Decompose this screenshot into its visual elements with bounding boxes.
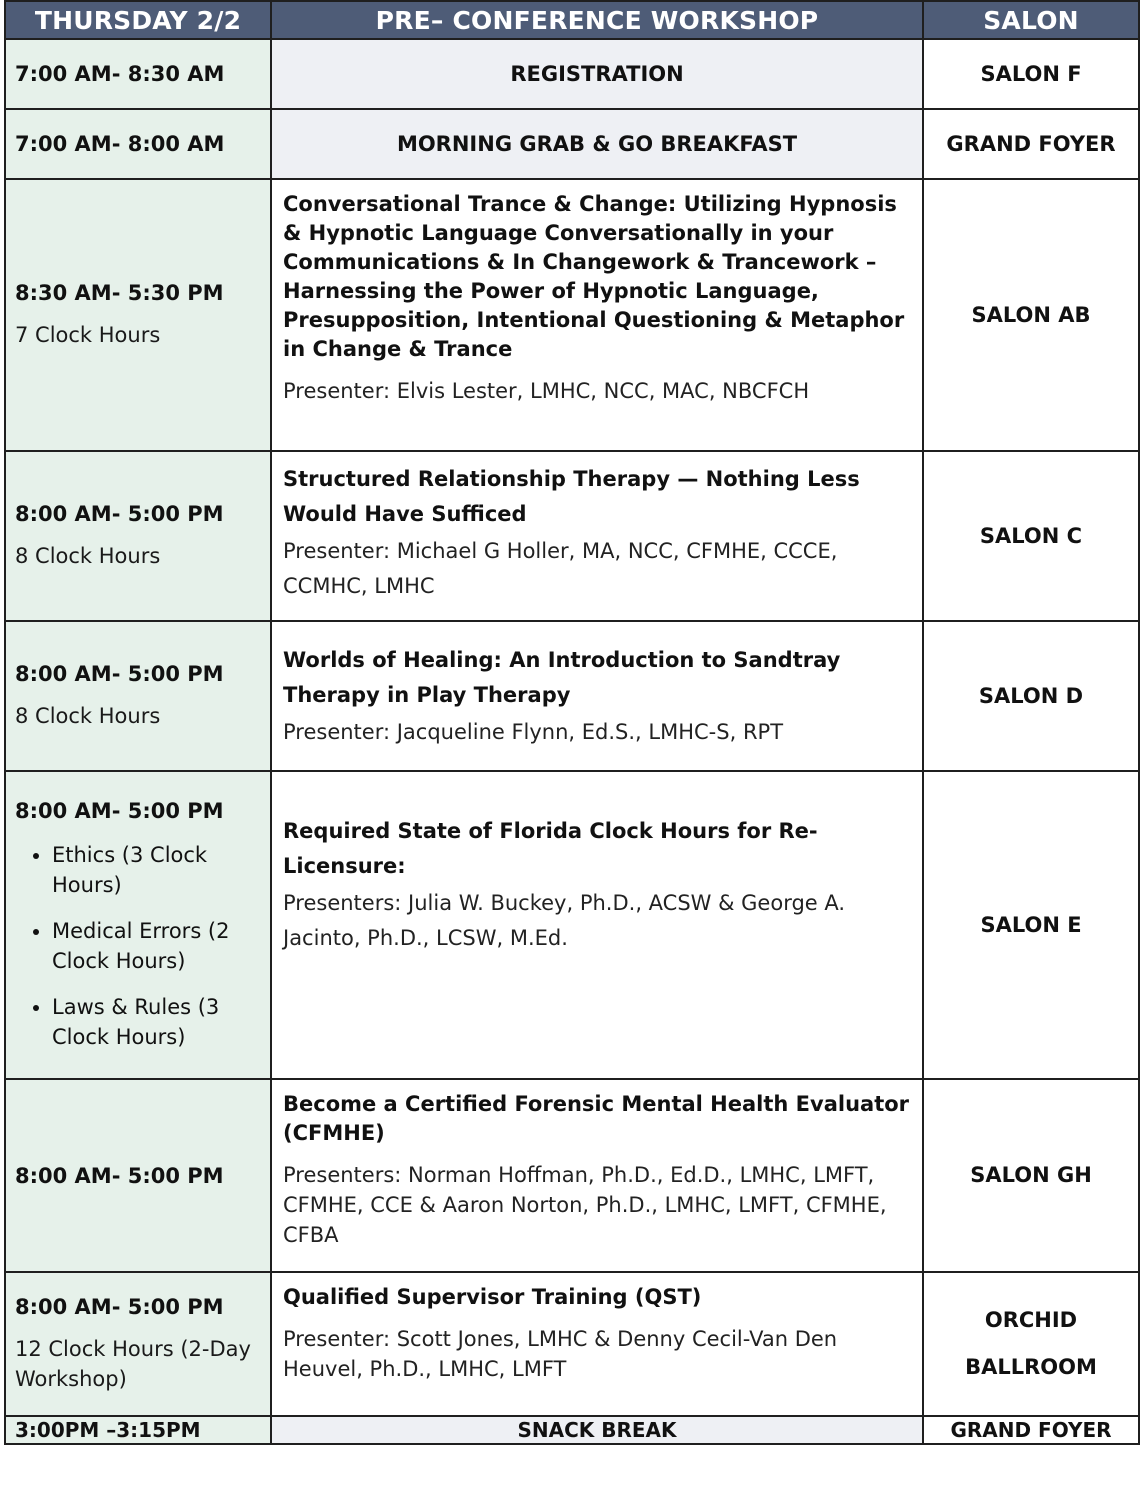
time-cell [5,179,271,451]
event-cell: MORNING GRAB & GO BREAKFAST [271,109,923,179]
event-cell: SNACK BREAK [271,1416,923,1444]
room-cell: ORCHID BALLROOM [923,1272,1139,1416]
table-row [5,179,1139,451]
clock-hours: 12 Clock Hours (2-Day Workshop) [15,1337,251,1391]
clock-hours: 7 Clock Hours [15,323,161,347]
table-row [5,451,1139,621]
time-text: 7:00 AM- 8:30 AM [15,62,225,86]
time-cell [5,1272,271,1416]
header-title: PRE– CONFERENCE WORKSHOP [271,1,923,39]
session-presenter: Presenter: Scott Jones, LMHC & Denny Cecil-Van Den Heuvel, Ph.D., LMHC, LMFT [283,1327,838,1381]
list-item: • Ethics (3 Clock Hours) [52,840,264,900]
room-cell: GRAND FOYER [923,109,1139,179]
room-cell: SALON AB [923,179,1139,451]
table-row [5,1272,1139,1416]
time-cell [5,451,271,621]
session-presenter: Presenters: Norman Hoffman, Ph.D., Ed.D., LMHC, LMFT, CFMHE, CCE & Aaron Norton, Ph.D., LMHC, LMFT, CFMHE, CFBA [283,1163,887,1247]
table-row [5,621,1139,771]
session-cell [271,1079,923,1272]
time-cell [5,1079,271,1272]
room-cell: SALON E [923,771,1139,1079]
time-cell [5,1416,271,1444]
table-row [5,1079,1139,1272]
time-cell [5,621,271,771]
session-title: Become a Certified Forensic Mental Health Evaluator (CFMHE) [283,1092,910,1145]
session-presenter: Presenter: Jacqueline Flynn, Ed.S., LMHC-S, RPT [283,719,784,744]
session-title: Qualified Supervisor Training (QST) [283,1285,702,1309]
room-cell: SALON C [923,451,1139,621]
time-text: 8:00 AM- 5:00 PM [15,1295,224,1319]
time-text: 8:30 AM- 5:30 PM [15,281,224,305]
header-room: SALON [923,1,1139,39]
table-row [5,1416,1139,1444]
list-item: • Laws & Rules (3 Clock Hours) [52,992,264,1052]
time-cell [5,109,271,179]
room-cell: SALON D [923,621,1139,771]
header-row [5,1,1139,39]
time-cell [5,771,271,1079]
table-row [5,109,1139,179]
session-cell [271,1272,923,1416]
session-cell [271,621,923,771]
event-cell: REGISTRATION [271,39,923,109]
time-cell [5,39,271,109]
table-row [5,39,1139,109]
list-item: • Medical Errors (2 Clock Hours) [52,916,264,976]
session-presenter: Presenters: Julia W. Buckey, Ph.D., ACSW & George A. Jacinto, Ph.D., LCSW, M.Ed. [283,891,846,950]
time-text: 8:00 AM- 5:00 PM [15,662,224,686]
time-text: 3:00PM –3:15PM [15,1418,201,1442]
session-cell [271,451,923,621]
session-presenter: Presenter: Michael G Holler, MA, NCC, CFMHE, CCCE, CCMHC, LMHC [283,539,838,598]
room-cell: GRAND FOYER [923,1416,1139,1444]
session-title: Worlds of Healing: An Introduction to Sandtray Therapy in Play Therapy [283,647,841,707]
table-row [5,771,1139,1079]
time-text: 7:00 AM- 8:00 AM [15,132,225,156]
room-cell: SALON GH [923,1079,1139,1272]
header-day: THURSDAY 2/2 [5,1,271,39]
clock-hours: 8 Clock Hours [15,544,161,568]
schedule-table [4,0,1140,1445]
session-title: Structured Relationship Therapy — Nothing Less Would Have Sufficed [283,467,860,526]
time-text: 8:00 AM- 5:00 PM [15,1163,224,1188]
session-presenter: Presenter: Elvis Lester, LMHC, NCC, MAC, NBCFCH [283,379,810,403]
clock-hours: 8 Clock Hours [15,704,161,728]
session-cell [271,771,923,1079]
session-cell [271,179,923,451]
time-text: 8:00 AM- 5:00 PM [15,502,224,526]
time-text: 8:00 AM- 5:00 PM [15,799,224,823]
room-cell: SALON F [923,39,1139,109]
session-title: Conversational Trance & Change: Utilizing Hypnosis & Hypnotic Language Conversationally in your Communications & In Changework & Trancework – Harnessing the Power of Hypnotic Language, Presupposition, Intentional Questioning & Metaphor in Change & Trance [283,192,905,361]
hours-list [15,840,264,1052]
session-title: Required State of Florida Clock Hours for Re-Licensure: [283,819,818,878]
